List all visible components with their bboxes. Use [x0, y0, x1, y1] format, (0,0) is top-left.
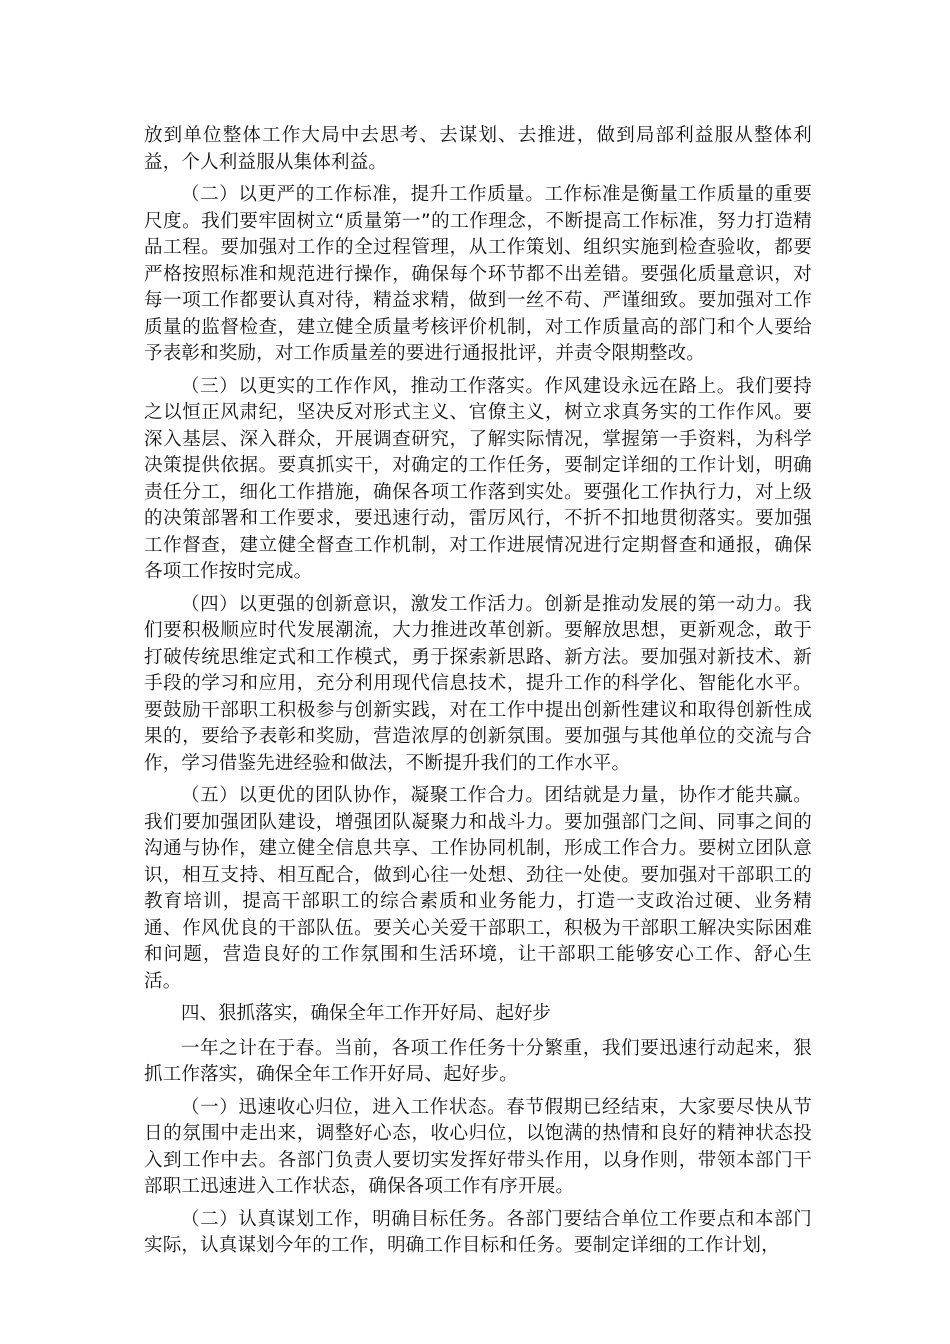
- paragraph-teamwork: （五）以更优的团队协作，凝聚工作合力。团结就是力量，协作才能共赢。我们要加强团队建设，增强团队凝聚力和战斗力。要加强部门之间、同事之间的沟通与协作，建立健全信息共享、工作协同机制，形成工作合力。要树立团队意识，相互支持、相互配合，做到心往一处想、劲往一处使。要加强对干部职工的教育培训，提高干部职工的综合素质和业务能力，打造一支政治过硬、业务精通、作风优良的干部队伍。要关心关爱干部职工，积极为干部职工解决实际困难和问题，营造良好的工作氛围和生活环境，让干部职工能够安心工作、舒心生活。: [144, 785, 812, 992]
- document-page: [144, 123, 812, 1266]
- paragraph-spring-plan: 一年之计在于春。当前，各项工作任务十分繁重，我们要迅速行动起来，狠抓工作落实，确保全年工作开好局、起好步。: [144, 1037, 812, 1085]
- paragraph-work-style: （三）以更实的工作作风，推动工作落实。作风建设永远在路上。我们要持之以恒正风肃纪，坚决反对形式主义、官僚主义，树立求真务实的工作作风。要深入基层、深入群众，开展调查研究，了解实际情况，掌握第一手资料，为科学决策提供依据。要真抓实干，对确定的工作任务，要制定详细的工作计划，明确责任分工，细化工作措施，确保各项工作落到实处。要强化工作执行力，对上级的决策部署和工作要求，要迅速行动，雷厉风行，不折不扣地贯彻落实。要加强工作督查，建立健全督查工作机制，对工作进展情况进行定期督查和通报，确保各项工作按时完成。: [144, 375, 812, 582]
- section-heading: 四、狠抓落实，确保全年工作开好局、起好步: [181, 1003, 552, 1024]
- paragraph-plan-work: （二）认真谋划工作，明确目标任务。各部门要结合单位工作要点和本部门实际，认真谋划今年的工作，明确工作目标和任务。要制定详细的工作计划，: [144, 1208, 812, 1256]
- paragraph-innovation: （四）以更强的创新意识，激发工作活力。创新是推动发展的第一动力。我们要积极顺应时代发展潮流，大力推进改革创新。要解放思想，更新观念，敢于打破传统思维定式和工作模式，勇于探索新思路、新方法。要加强对新技术、新手段的学习和应用，充分利用现代信息技术，提升工作的科学化、智能化水平。要鼓励干部职工积极参与创新实践，对在工作中提出创新性建议和取得创新性成果的，要给予表彰和奖励，营造浓厚的创新氛围。要加强与其他单位的交流与合作，学习借鉴先进经验和做法，不断提升我们的工作水平。: [144, 593, 812, 774]
- paragraph-continuation: 放到单位整体工作大局中去思考、去谋划、去推进，做到局部利益服从整体利益，个人利益服从集体利益。: [144, 125, 812, 173]
- paragraph-work-standard: （二）以更严的工作标准，提升工作质量。工作标准是衡量工作质量的重要尺度。我们要牢固树立“质量第一”的工作理念，不断提高工作标准，努力打造精品工程。要加强对工作的全过程管理，从工作策划、组织实施到检查验收，都要严格按照标准和规范进行操作，确保每个环节都不出差错。要强化质量意识，对每一项工作都要认真对待，精益求精，做到一丝不苟、严谨细致。要加强对工作质量的监督检查，建立健全质量考核评价机制，对工作质量高的部门和个人要给予表彰和奖励，对工作质量差的要进行通报批评，并责令限期整改。: [144, 184, 812, 364]
- paragraph-return-to-work: （一）迅速收心归位，进入工作状态。春节假期已经结束，大家要尽快从节日的氛围中走出来，调整好心态，收心归位，以饱满的热情和良好的精神状态投入到工作中去。各部门负责人要切实发挥好带头作用，以身作则，带领本部门干部职工迅速进入工作状态，确保各项工作有序开展。: [144, 1096, 812, 1197]
